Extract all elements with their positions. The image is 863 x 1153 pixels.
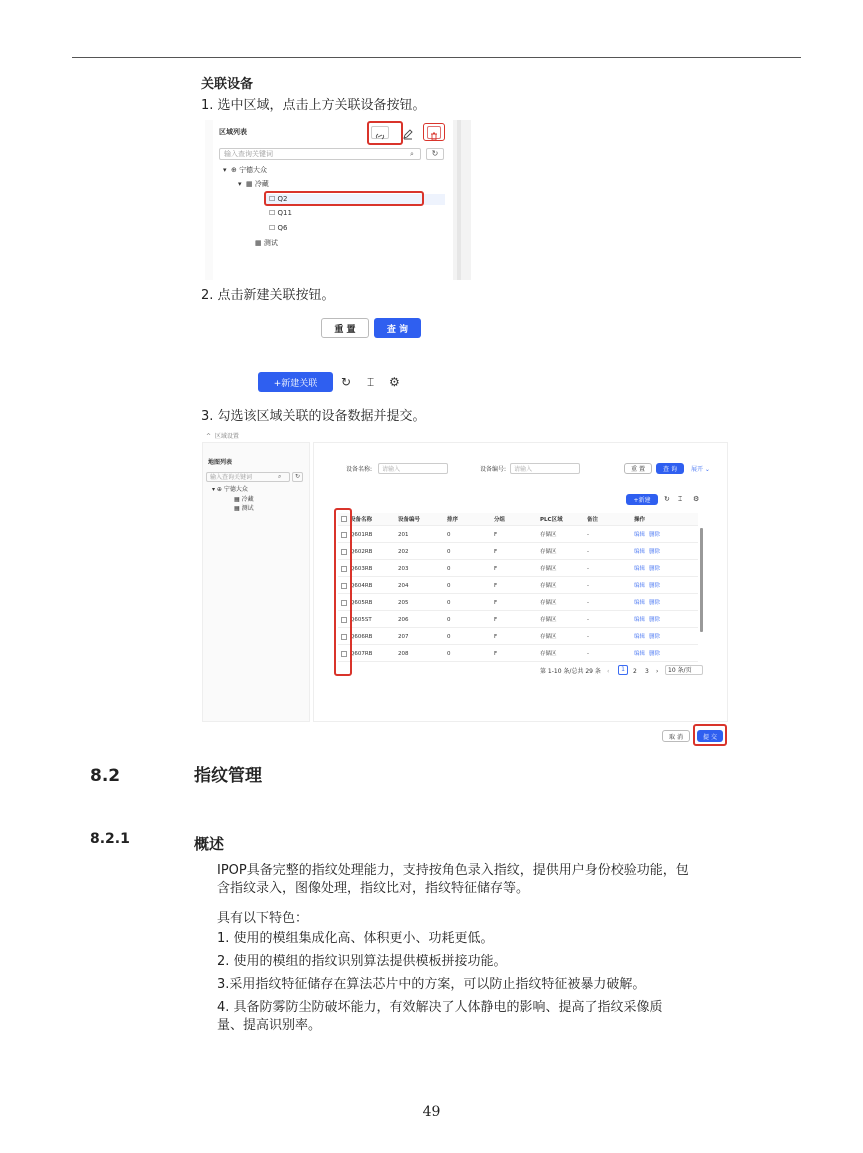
row-divider [338,542,698,543]
table-cell: 存储区 [540,617,557,623]
column-height-icon[interactable]: ⌶ [367,375,375,389]
pagination-total: 第 1-10 条/总共 29 条 [540,668,601,675]
table-cell: F [494,566,498,572]
edit-icon[interactable] [401,126,415,139]
screenshot-device-dialog [200,430,730,748]
screenshot-area-list [205,120,471,280]
row-divider [338,559,698,560]
section-title: 指纹管理 [194,766,262,786]
highlight-checkbox-column [334,508,352,676]
row-edit-link[interactable]: 编辑 [634,566,646,572]
tree-node-q11[interactable]: ☐ Q11 [269,209,292,217]
step-3: 3. 勾选该区域关联的设备数据并提交。 [201,409,426,424]
row-edit-link[interactable]: 编辑 [634,583,646,589]
highlight-link-button [367,121,403,145]
table-cell: - [587,634,589,640]
settings-icon[interactable]: ⚙ [693,495,700,503]
table-cell: 存储区 [540,549,557,555]
search-icon: ⌕ [278,473,282,480]
table-cell: F [494,549,498,555]
tree-node-test[interactable]: ▦ 测试 [255,239,278,247]
map-list-title: 地图列表 [208,459,233,466]
table-cell: Q602RB [350,549,373,555]
expand-link[interactable]: 展开 ⌄ [691,466,710,473]
dialog-cancel-button[interactable]: 取 消 [662,730,690,742]
new-link-button[interactable]: +新建关联 [258,372,333,392]
table-header-cell: 操作 [634,517,646,523]
page-number: 49 [422,1104,441,1120]
table-cell: 206 [398,617,409,623]
area-search-input[interactable]: 输入查询关键词 ⌕ [219,148,421,160]
table-cell: 205 [398,600,409,606]
intro-line-2: 含指纹录入，图像处理，指纹比对，指纹特征储存等。 [217,881,530,896]
reload-icon[interactable]: ↻ [341,375,352,389]
table-cell: 0 [447,634,451,640]
filter-name-input[interactable]: 请输入 [378,463,448,474]
table-header-cell: PLC区域 [540,517,563,523]
table-header-cell: 设备编号 [398,517,421,523]
row-delete-link[interactable]: 删除 [649,634,661,640]
table-cell: 207 [398,634,409,640]
reload-icon[interactable]: ↻ [664,495,670,503]
map-tree-root[interactable]: ▾ ⊕ 宁德大众 [212,486,248,493]
map-tree-cold[interactable]: ▦ 冷藏 [234,496,254,503]
page-3[interactable]: 3 [645,668,649,675]
dialog-query-button[interactable]: 查 询 [656,463,684,474]
table-cell: 0 [447,617,451,623]
table-cell: F [494,634,498,640]
table-cell: 201 [398,532,409,538]
row-delete-link[interactable]: 删除 [649,532,661,538]
feature-4-cont: 量、提高识别率。 [217,1018,322,1033]
reset-button[interactable]: 重 置 [321,318,369,338]
highlight-delete [423,123,445,141]
table-cell: - [587,600,589,606]
row-delete-link[interactable]: 删除 [649,549,661,555]
intro-line-1: IPOP具备完整的指纹处理能力，支持按角色录入指纹，提供用户身份校验功能，包 [217,863,689,878]
feature-3: 3.采用指纹特征储存在算法芯片中的方案，可以防止指纹特征被暴力破解。 [217,977,646,992]
table-cell: - [587,617,589,623]
page-size-select[interactable]: 10 条/页 [665,665,703,675]
table-cell: 存储区 [540,532,557,538]
features-title: 具有以下特色： [217,911,309,926]
filter-code-label: 设备编号: [480,466,507,473]
row-divider [338,661,698,662]
table-cell: - [587,651,589,657]
map-tree-test[interactable]: ▦ 测试 [234,505,254,512]
page-2[interactable]: 2 [633,668,637,675]
table-cell: F [494,651,498,657]
table-cell: 0 [447,549,451,555]
table-cell: Q605RB [350,600,373,606]
highlight-q2 [264,191,424,206]
table-cell: Q603RB [350,566,373,572]
tree-node-q6[interactable]: ☐ Q6 [269,224,288,232]
prev-page-icon[interactable]: ‹ [607,668,610,675]
table-header-cell: 备注 [587,517,599,523]
table-cell: 0 [447,600,451,606]
table-header-cell: 分组 [494,517,506,523]
area-list-title: 区域列表 [219,128,247,136]
table-cell: 存储区 [540,566,557,572]
highlight-submit [693,724,727,746]
tree-node-q2[interactable]: ☐ Q2 [269,195,288,203]
table-header-cell: 设备名称 [350,517,373,523]
query-button[interactable]: 查 询 [374,318,421,338]
table-cell: Q605ST [350,617,372,623]
table-cell: 0 [447,583,451,589]
table-cell: F [494,583,498,589]
table-cell: F [494,617,498,623]
row-edit-link[interactable]: 编辑 [634,549,646,555]
header-rule [72,57,801,58]
search-icon: ⌕ [410,150,414,158]
table-cell: 存储区 [540,651,557,657]
section-number: 8.2 [90,766,121,786]
step-1: 1. 选中区域，点击上方关联设备按钮。 [201,98,426,113]
table-cell: 0 [447,651,451,657]
row-divider [338,627,698,628]
table-cell: - [587,583,589,589]
map-search-input[interactable]: 输入查询关键词 [206,472,290,482]
table-cell: Q606RB [350,634,373,640]
row-delete-link[interactable]: 删除 [649,566,661,572]
filter-code-input[interactable]: 请输入 [510,463,580,474]
table-cell: Q607RB [350,651,373,657]
row-divider [338,593,698,594]
table-header-cell: 排序 [447,517,459,523]
settings-icon[interactable]: ⚙ [389,375,400,389]
next-page-icon[interactable]: › [656,668,659,675]
row-delete-link[interactable]: 删除 [649,617,661,623]
table-cell: 存储区 [540,600,557,606]
page-1[interactable]: 1 [618,665,628,675]
table-cell: 204 [398,583,409,589]
row-edit-link[interactable]: 编辑 [634,617,646,623]
table-scrollbar[interactable] [700,528,703,632]
table-cell: - [587,549,589,555]
table-cell: - [587,532,589,538]
feature-2: 2. 使用的模组的指纹识别算法提供模板拼接功能。 [217,954,507,969]
column-height-icon[interactable]: ⌶ [678,495,683,503]
row-edit-link[interactable]: 编辑 [634,634,646,640]
row-divider [338,576,698,577]
table-cell: 存储区 [540,634,557,640]
table-cell: 203 [398,566,409,572]
subsection-title: 概述 [194,835,225,853]
filter-name-label: 设备名称: [346,466,373,473]
refresh-icon[interactable]: ↻ [292,472,303,482]
dialog-reset-button[interactable]: 重 置 [624,463,652,474]
table-cell: Q601RB [350,532,373,538]
table-cell: 202 [398,549,409,555]
row-edit-link[interactable]: 编辑 [634,532,646,538]
subsection-number: 8.2.1 [90,831,130,847]
dialog-breadcrumb: ^ 区域设置 [206,433,239,440]
table-cell: F [494,600,498,606]
feature-4: 4. 具备防雾防尘防破坏能力，有效解决了人体静电的影响、提高了指纹采像质 [217,1000,663,1015]
table-cell: 0 [447,566,451,572]
table-cell: 208 [398,651,409,657]
table-cell: - [587,566,589,572]
table-cell: F [494,532,498,538]
section-heading: 关联设备 [201,77,254,92]
row-delete-link[interactable]: 删除 [649,583,661,589]
row-edit-link[interactable]: 编辑 [634,651,646,657]
tree-node-root[interactable]: ▾ ⊕ 宁德大众 [223,166,268,174]
table-cell: 存储区 [540,583,557,589]
dialog-new-button[interactable]: +新建 [626,494,658,505]
dialog-submit-button[interactable]: 提 交 [697,730,723,742]
row-delete-link[interactable]: 删除 [649,600,661,606]
row-divider [338,610,698,611]
row-edit-link[interactable]: 编辑 [634,600,646,606]
table-cell: 0 [447,532,451,538]
row-delete-link[interactable]: 删除 [649,651,661,657]
feature-1: 1. 使用的模组集成化高、体积更小、功耗更低。 [217,931,494,946]
tree-node-cold[interactable]: ▾ ▦ 冷藏 [238,180,269,188]
refresh-icon[interactable]: ↻ [426,148,444,160]
table-cell: Q604RB [350,583,373,589]
step-2: 2. 点击新建关联按钮。 [201,288,335,303]
row-divider [338,644,698,645]
